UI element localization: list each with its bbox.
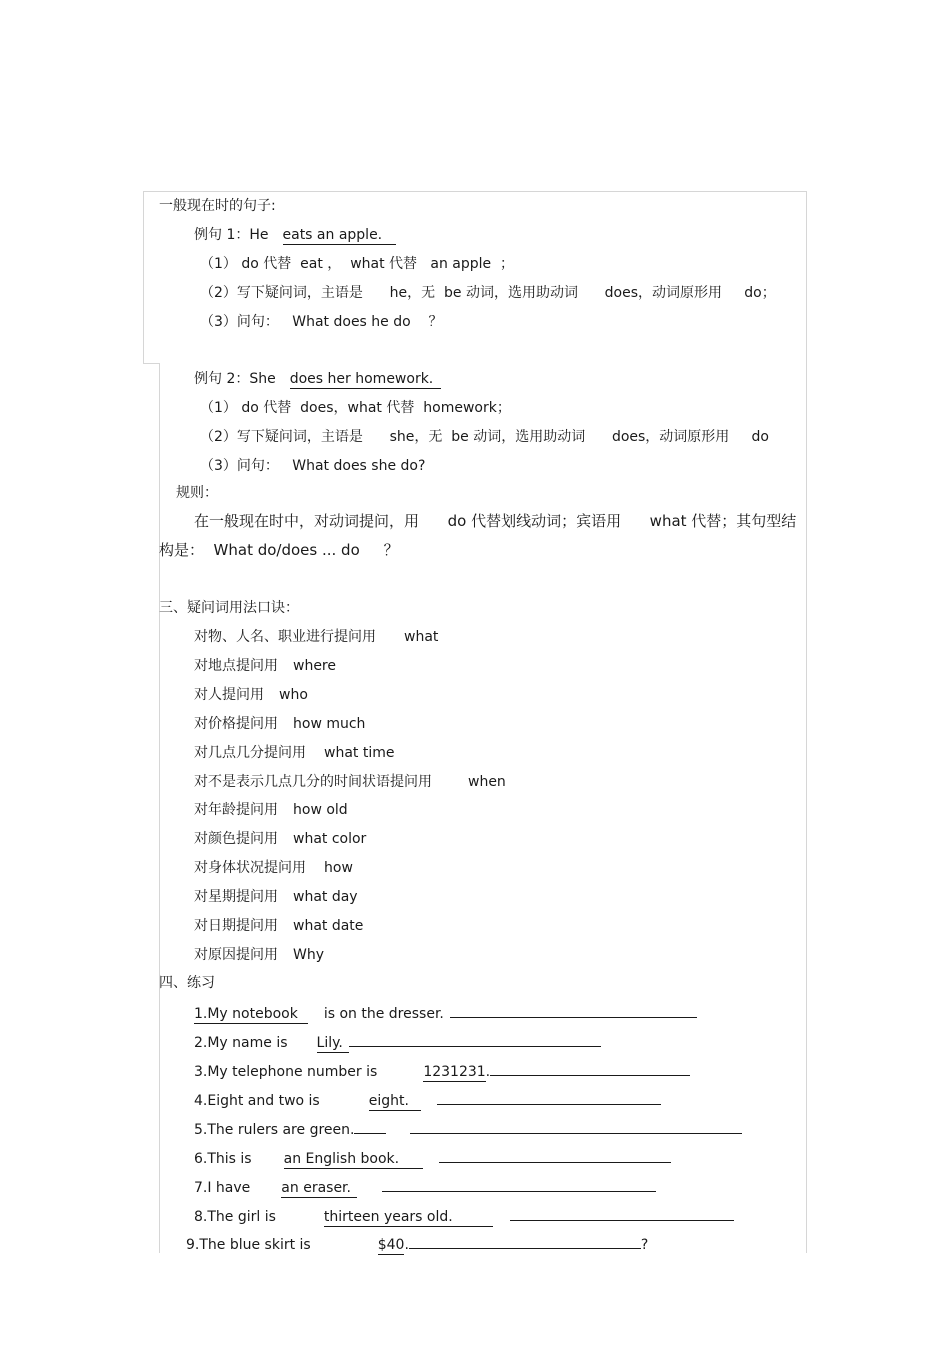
rule-item [194,628,438,646]
example1-underlined: eats an apple. [283,227,397,245]
rule-item-text: 对几点几分提问用 [194,745,306,761]
exercise-9 [186,1234,648,1255]
answer-blank[interactable] [510,1206,734,1221]
exercise-6-underlined: an English book. [284,1151,423,1169]
table-border-notch [143,363,159,364]
rule-item-text: 对地点提问用 [194,658,278,674]
rule-item-word: where [293,658,336,674]
exercise-2 [194,1032,601,1053]
rule-item-text: 对颜色提问用 [194,831,278,847]
answer-blank[interactable] [437,1090,661,1105]
example1-step-2: （2）写下疑问词，主语是 he，无 be 动词，选用助动词 does，动词原形用 do； [200,285,776,301]
exercise-5-text: 5.The rulers are green. [194,1122,355,1138]
answer-blank[interactable] [409,1234,641,1249]
example2-step-1: （1） do 代替 does，what 代替 homework； [200,400,511,416]
rule-item [194,859,353,877]
answer-blank[interactable] [490,1061,690,1076]
exercise-3 [194,1061,690,1082]
rule-item [194,946,324,964]
rule-item-text: 对身体状况提问用 [194,860,306,876]
exercise-1-text: is on the dresser. [323,1006,444,1022]
exercise-8 [194,1206,734,1227]
rule-label: 规则： [176,485,218,501]
example2-sentence [194,370,441,389]
exercise-6 [194,1148,671,1169]
answer-blank[interactable] [349,1032,601,1047]
exercise-9-question-mark: ? [640,1237,649,1253]
rule-item [194,917,363,935]
exercise-3-underlined: 1231231 [423,1064,486,1080]
rule-item [194,773,506,791]
example2-label: 例句 2：She [194,371,276,387]
exercise-8-underlined: thirteen years old. [324,1209,493,1227]
exercise-1-underlined: 1.My notebook [194,1006,308,1024]
rule-item-word: what time [324,745,395,761]
exercise-4 [194,1090,661,1111]
exercise-2-underlined: Lily. [317,1035,349,1053]
exercise-3-text: 3.My telephone number is [194,1064,378,1080]
example1-step-3: （3）问句： What does he do ？ [200,314,443,330]
exercise-7-text: 7.I have [194,1180,251,1196]
exercise-7 [194,1177,656,1198]
rule-item [194,657,336,675]
answer-blank[interactable] [450,1003,697,1018]
example1-step-1: （1） do 代替 eat ， what 代替 an apple ； [200,256,515,272]
rule-item-text: 对物、人名、职业进行提问用 [194,629,376,645]
answer-blank[interactable] [410,1119,742,1134]
example2-step-2: （2）写下疑问词，主语是 she，无 be 动词，选用助动词 does，动词原形用 do [200,429,770,445]
rule-item-text: 对人提问用 [194,687,264,703]
rule-item-text: 对星期提问用 [194,889,278,905]
exercise-6-text: 6.This is [194,1151,252,1167]
rule-item-word: how much [293,716,366,732]
exercise-5 [194,1119,742,1139]
rule-item-word: when [468,774,506,790]
exercise-2-text: 2.My name is [194,1035,288,1051]
rule-item-word: what date [293,918,364,934]
answer-blank[interactable] [439,1148,671,1163]
example1-sentence [194,226,396,245]
example1-label: 例句 1：He [194,227,269,243]
rule-item [194,830,366,848]
exercise-1 [194,1003,697,1024]
section-three-heading: 三、疑问词用法口诀： [159,600,299,616]
table-top-border [143,191,806,192]
rule-item [194,888,358,906]
rule-item-word: how old [293,802,348,818]
rule-item [194,801,348,819]
rule-item-text: 对价格提问用 [194,716,278,732]
rule-line-2: 构是： What do/does ... do ？ [159,541,399,559]
section-four-heading: 四、练习 [159,975,215,991]
exercise-7-underlined: an eraser. [281,1180,357,1198]
table-right-border [806,191,807,1253]
exercise-4-underlined: eight. [369,1093,421,1111]
rule-item-word: what color [293,831,367,847]
rule-item-word: how [324,860,353,876]
rule-item-word: Why [293,947,325,963]
exercise-9-period: . [404,1237,409,1253]
rule-item-text: 对原因提问用 [194,947,278,963]
rule-item-text: 对年龄提问用 [194,802,278,818]
exercise-3-period: . [485,1064,491,1080]
rule-item-word: who [279,687,308,703]
rule-item [194,715,365,733]
exercise-4-text: 4.Eight and two is [194,1093,320,1109]
answer-blank-short[interactable] [354,1119,386,1134]
rule-item-text: 对日期提问用 [194,918,278,934]
exercise-8-text: 8.The girl is [194,1209,276,1225]
rule-item-word: what [404,629,439,645]
rule-item [194,686,308,704]
exercise-9-underlined: $40 [377,1237,405,1253]
answer-blank[interactable] [382,1177,656,1192]
table-left-border-upper [143,191,144,363]
rule-item-word: what day [293,889,358,905]
rule-item [194,744,394,762]
example2-underlined: does her homework. [290,371,442,389]
rule-item-text: 对不是表示几点几分的时间状语提问用 [194,774,432,790]
exercise-9-text: 9.The blue skirt is [186,1237,311,1253]
example2-step-3: （3）问句： What does she do? [200,458,426,474]
table-left-border-lower [159,363,160,1253]
section-one-heading: 一般现在时的句子: [159,198,276,214]
rule-line-1: 在一般现在时中，对动词提问，用 do 代替划线动词；宾语用 what 代替；其句型结 [194,512,797,530]
